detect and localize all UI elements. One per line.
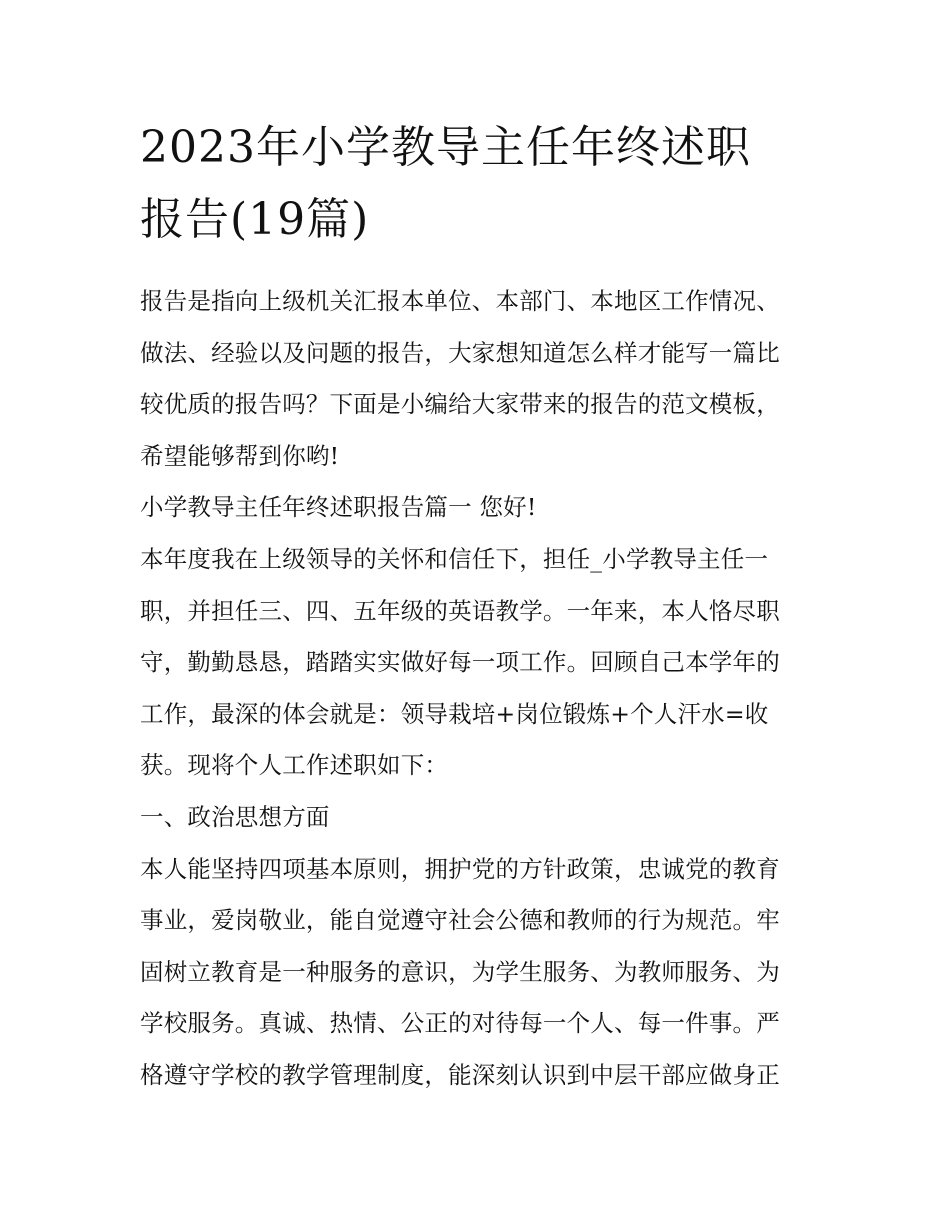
section-heading-line: 一、政治思想方面 [140,802,330,831]
body-line: 获。现将个人工作述职如下： [140,751,449,780]
body-line: 固树立教育是一种服务的意识，为学生服务、为教师服务、为 [140,957,780,986]
body-line: 报告是指向上级机关汇报本单位、本部门、本地区工作情况、 [140,287,780,315]
body-line: 学校服务。真诚、热情、公正的对待每一个人、每一件事。严 [140,1009,780,1038]
body-line: 本年度我在上级领导的关怀和信任下，担任_小学教导主任一 [140,544,769,573]
section-heading-line: 小学教导主任年终述职报告篇一 您好! [140,493,537,522]
body-line: 本人能坚持四项基本原则，拥护党的方针政策，忠诚党的教育 [140,854,780,883]
body-line: 希望能够帮到你哟! [140,441,340,470]
body-line: 工作，最深的体会就是：领导栽培+岗位锻炼+个人汗水=收 [140,699,769,728]
body-line: 职，并担任三、四、五年级的英语教学。一年来，本人恪尽职 [140,596,780,625]
document-title [140,112,820,256]
body-line: 格遵守学校的教学管理制度，能深刻认识到中层干部应做身正 [140,1060,780,1089]
body-line: 事业，爱岗敬业，能自觉遵守社会公德和教师的行为规范。牢 [140,906,780,935]
document-body [140,276,820,1102]
body-line: 较优质的报告吗？下面是小编给大家带来的报告的范文模板， [140,390,780,419]
body-line: 守，勤勤恳恳，踏踏实实做好每一项工作。回顾自己本学年的 [140,648,780,677]
title-line-2: 报告(19篇) [140,194,370,245]
title-line-1: 2023年小学教导主任年终述职 [140,122,751,173]
body-line: 做法、经验以及问题的报告，大家想知道怎么样才能写一篇比 [140,338,780,367]
